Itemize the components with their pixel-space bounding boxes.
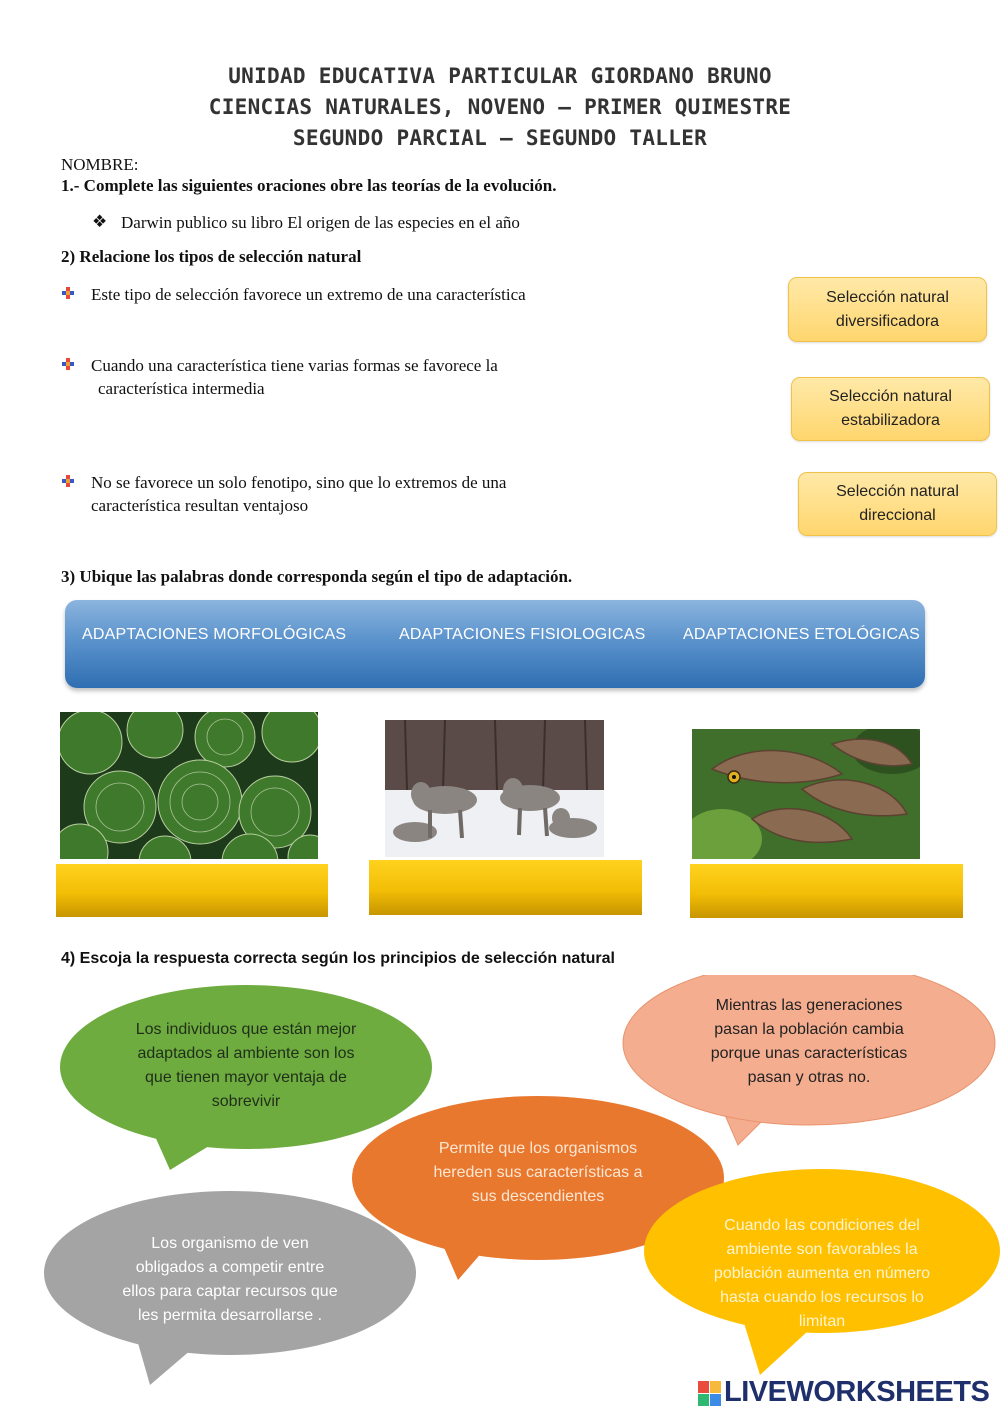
option-direccional[interactable]	[798, 472, 997, 536]
question-1-title: 1.- Complete las siguientes oraciones obre las teorías de la evolución.	[61, 176, 557, 195]
bubble-orange[interactable]: Permite que los organismos hereden sus características a sus descendientes	[433, 1140, 643, 1205]
category-etologicas[interactable]: ADAPTACIONES ETOLÓGICAS	[683, 626, 920, 643]
subject-title: CIENCIAS NATURALES, NOVENO – PRIMER QUIMESTRE	[208, 95, 792, 119]
category-fisiologicas[interactable]: ADAPTACIONES FISIOLOGICAS	[399, 626, 646, 643]
q2-item-3-line2: característica resultan ventajoso	[91, 496, 309, 515]
category-morfologicas[interactable]: ADAPTACIONES MORFOLÓGICAS	[82, 626, 347, 643]
bubble-salmon[interactable]: Mientras las generaciones pasan la población cambia porque unas características pasan y otras no.	[710, 997, 908, 1086]
bubble-yellow[interactable]: Cuando las condiciones del ambiente son favorables la población aumenta en número hasta cuando los recursos lo limitan	[713, 1217, 931, 1330]
option-label: Selección natural	[826, 288, 949, 306]
q2-item-3-line1: No se favorece un solo fenotipo, sino que lo extremos de una	[91, 473, 507, 492]
name-label: NOMBRE:	[61, 155, 139, 174]
liveworksheets-logo-icon	[698, 1381, 722, 1407]
cross-bullet-icon	[61, 357, 75, 371]
option-label: diversificadora	[835, 312, 940, 330]
q2-item-1: Este tipo de selección favorece un extremo de una característica	[91, 285, 526, 304]
q1-bullet-icon: ❖	[92, 212, 108, 231]
bubble-grey[interactable]: Los organismo de ven obligados a competir entre ellos para captar recursos que les permita desarrollarse .	[122, 1235, 338, 1324]
answer-slot-etologicas[interactable]	[690, 864, 963, 918]
option-label: estabilizadora	[841, 412, 940, 429]
option-estabilizadora[interactable]	[791, 377, 990, 441]
question-3-title: 3) Ubique las palabras donde corresponda según el tipo de adaptación.	[61, 567, 573, 586]
question-2-title: 2) Relacione los tipos de selección natural	[61, 247, 362, 266]
gecko-image	[692, 729, 920, 859]
bubble-green[interactable]: Los individuos que están mejor adaptados al ambiente son los que tienen mayor ventaja de sobrevivir	[135, 1021, 357, 1110]
wolves-image	[385, 720, 604, 857]
answer-slot-morfologicas[interactable]	[56, 864, 328, 917]
option-label: direccional	[859, 507, 936, 524]
answer-slot-fisiologicas[interactable]	[369, 860, 642, 915]
cactus-image	[60, 712, 318, 859]
option-label: Selección natural	[829, 388, 952, 405]
question-4-title: 4) Escoja la respuesta correcta según los principios de selección natural	[61, 950, 615, 967]
cross-bullet-icon	[61, 286, 75, 300]
cross-bullet-icon	[61, 474, 75, 488]
option-label: Selección natural	[836, 483, 959, 500]
q2-item-2-line2: característica intermedia	[98, 379, 265, 398]
q1-sentence: Darwin publico su libro El origen de las especies en el año	[121, 213, 520, 232]
option-diversificadora[interactable]	[788, 277, 987, 342]
liveworksheets-logo-text: LIVEWORKSHEETS	[724, 1376, 990, 1408]
adaptation-categories-banner	[65, 600, 925, 688]
workshop-title: SEGUNDO PARCIAL – SEGUNDO TALLER	[292, 126, 708, 150]
q2-item-2-line1: Cuando una característica tiene varias formas se favorece la	[91, 356, 498, 375]
school-name: UNIDAD EDUCATIVA PARTICULAR GIORDANO BRUNO	[228, 64, 772, 88]
